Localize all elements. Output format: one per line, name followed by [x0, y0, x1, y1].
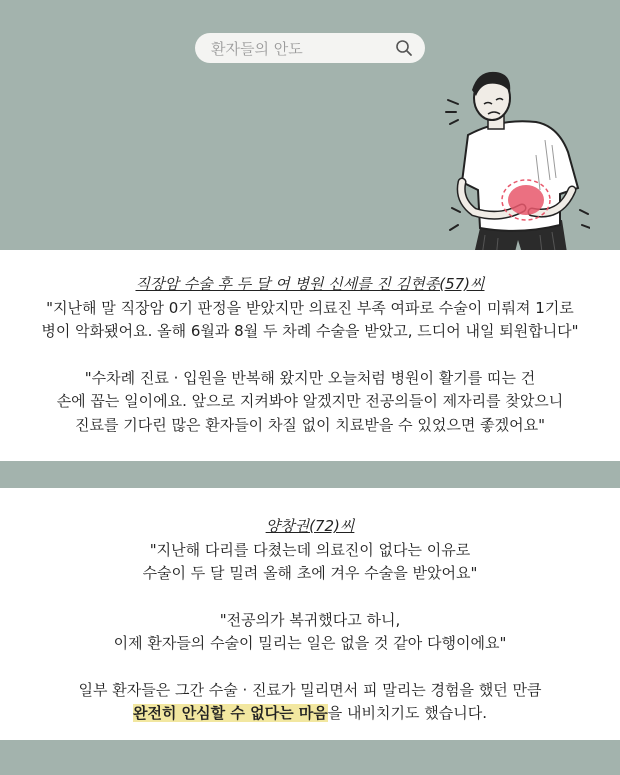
quote-line: "지난해 다리를 다쳤는데 의료진이 없다는 이유로 [149, 540, 471, 559]
quote-line: 병이 악화됐어요. 올해 6월과 8월 두 차례 수술을 받았고, 드디어 내일 퇴원합니다" [41, 322, 579, 340]
patient-stomachache-illustration [440, 60, 590, 275]
story-card-yang [0, 488, 620, 740]
summary-line: 일부 환자들은 그간 수술 · 진료가 밀리면서 피 말리는 경험을 했던 만큼 [78, 680, 542, 699]
story-card-kim [0, 250, 620, 461]
quote-line: 이제 환자들의 수술이 밀리는 일은 없을 것 같아 다행이에요" [113, 634, 507, 652]
search-text: 환자들의 안도 [211, 39, 303, 58]
quote-line: "수차례 진료 · 입원을 반복해 왔지만 오늘처럼 병원이 활기를 띠는 건 [84, 368, 536, 387]
interviewee-name: 직장암 수술 후 두 달 여 병원 신세를 진 김현종(57)씨 [135, 275, 485, 293]
search-bar[interactable] [195, 33, 425, 63]
quote-line: "지난해 말 직장암 0기 판정을 받았지만 의료진 부족 여파로 수술이 미뤄져 1기로 [46, 298, 574, 317]
interviewee-name: 양창권(72)씨 [265, 517, 355, 535]
highlighted-phrase: 완전히 안심할 수 없다는 마음 [133, 704, 328, 722]
quote-line: 수술이 두 달 밀려 올해 초에 겨우 수술을 받았어요" [142, 564, 478, 582]
quote-line: 손에 꼽는 일이에요. 앞으로 지켜봐야 알겠지만 전공의들이 제자리를 찾았으니 [56, 392, 564, 410]
search-icon[interactable] [395, 39, 413, 57]
summary-rest: 을 내비치기도 했습니다. [327, 704, 487, 722]
quote-line: 진료를 기다린 많은 환자들이 차질 없이 치료받을 수 있었으면 좋겠어요" [74, 415, 546, 434]
quote-line: "전공의가 복귀했다고 하니, [219, 610, 401, 629]
summary-line [0, 702, 620, 726]
